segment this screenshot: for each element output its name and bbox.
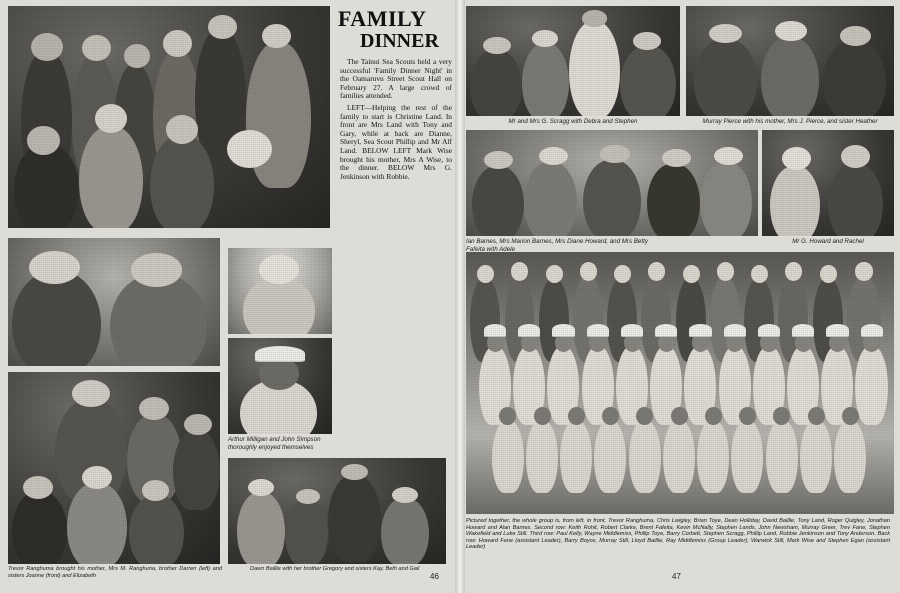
- photo-ranghuma-family: [8, 372, 220, 564]
- headline-line-2: DINNER: [360, 30, 439, 52]
- page-number-right: 47: [672, 572, 681, 581]
- caption-milligan-simpson: Arthur Milligan and John Simpson thoroughly enjoyed themselves: [228, 436, 321, 451]
- photo-pierce-family: [686, 6, 894, 116]
- page-number-left: 46: [430, 572, 439, 581]
- headline-line-1: FAMILY: [338, 6, 427, 31]
- photo-sea-scout-portrait-1: [228, 248, 332, 334]
- page-gutter: [455, 0, 465, 593]
- photo-sea-scout-portrait-2: [228, 338, 332, 434]
- photo-baillie-family: [228, 458, 446, 564]
- caption-ranghuma-family: Trevor Ranghuma brought his mother, Mrs M. Ranghuna, brother Darren (left) and sisters Joanne (front) and Elizabeth: [8, 566, 222, 579]
- caption-barnes-howard-fafeita: Ian Barnes, Mrs Marion Barnes, Mrs Diane Howard, and Mrs Betty Fafeita with Adele: [466, 238, 648, 253]
- article-masthead: [338, 6, 454, 53]
- caption-howard-rachel: Mr G. Howard and Rachel: [792, 238, 864, 245]
- photo-barnes-howard-fafeita: [466, 130, 758, 236]
- caption-scragg-family: Mr and Mrs G. Scragg with Debra and Stephen: [508, 118, 638, 125]
- caption-sea-scout-group: Pictured together, the whole group is, from left, in front, Trevor Ranghuma, Chris Lwigley, Brian Toye, Dean Holliday, David Baillie, Tony Land, Roger Quigley, Jonathan Howard and Alan Barnes. Second row: Keith Rohit, Robert Clarke, Brent Fafeita, Kevin McNally, Stephen Lands, John Newsham, Murray Greer, Trev Fane, Stephen Wakefield and Luke Still. Third row: Paul Kelly, Wayne Middlemiss, Phillip Toye, Barry Corbett, Stephen Scragg, Phillip Land, Robbie Jenkinson and Tony Anderson. Back row: Howard Fane (assistant Leader), Barry Boyce, Murray Still, Lloyd Baillie, Ray Middlemiss (Group Leader), Warwick Still, Mark Wise and Stephen Egan (assistant Leader): [466, 518, 890, 551]
- caption-baillie-family: Dawn Baillie with her brother Gregory and sisters Kay, Beth and Gail: [250, 566, 420, 572]
- photo-scragg-family: [466, 6, 680, 116]
- photo-sea-scout-group: [466, 252, 894, 514]
- photo-howard-and-rachel: [762, 130, 894, 236]
- article-paragraph-1: The Tainui Sea Scouts held a very successful 'Family Dinner Night' in the Oamaruvu Street Scout Hall on February 27. A large crowd of families attended.: [340, 57, 452, 101]
- article-paragraph-2: LEFT—Helping the rest of the family to start is Christine Land. In front are Mrs Land with Tony and Gary, while at back are Dianne, Sheryl, Sea Scout Phillip and Mr Alf Land. BELOW LEFT Mark Wise brought his mother, Mrs A Wise, to the dinner. BELOW Mrs G. Jenkinson with Robbie.: [340, 102, 452, 181]
- photo-mark-wise-and-mother: [8, 238, 220, 366]
- photo-family-group-large: [8, 6, 330, 228]
- caption-pierce-family: Murray Pierce with his mother, Mrs J. Pierce, and sister Heather: [702, 118, 878, 125]
- article-body: [340, 58, 452, 184]
